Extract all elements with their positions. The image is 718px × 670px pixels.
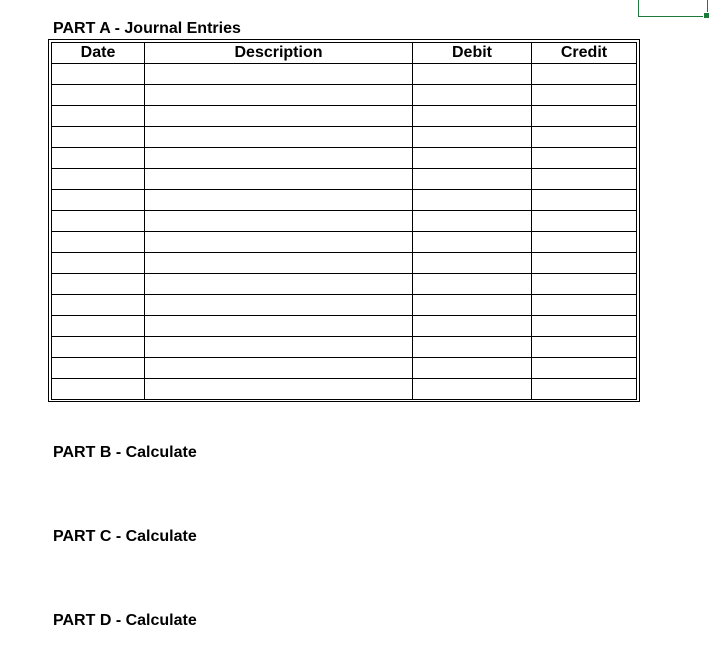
- debit-cell[interactable]: [413, 274, 532, 295]
- part-d-title: PART D - Calculate: [53, 612, 197, 629]
- table-row: [52, 148, 637, 169]
- part-c-title: PART C - Calculate: [53, 528, 197, 545]
- credit-cell[interactable]: [532, 274, 637, 295]
- selected-cell-outline[interactable]: [638, 0, 708, 17]
- debit-cell[interactable]: [413, 64, 532, 85]
- credit-cell[interactable]: [532, 337, 637, 358]
- table-row: [52, 85, 637, 106]
- date-cell[interactable]: [52, 337, 145, 358]
- column-header-debit: Debit: [413, 43, 532, 64]
- date-cell[interactable]: [52, 190, 145, 211]
- date-cell[interactable]: [52, 274, 145, 295]
- debit-cell[interactable]: [413, 211, 532, 232]
- table-row: [52, 64, 637, 85]
- description-cell[interactable]: [145, 232, 413, 253]
- date-cell[interactable]: [52, 211, 145, 232]
- date-cell[interactable]: [52, 127, 145, 148]
- table-header-row: [52, 43, 637, 64]
- description-cell[interactable]: [145, 85, 413, 106]
- column-header-credit: Credit: [532, 43, 637, 64]
- date-cell[interactable]: [52, 169, 145, 190]
- description-cell[interactable]: [145, 169, 413, 190]
- journal-rows: [52, 64, 637, 400]
- credit-cell[interactable]: [532, 106, 637, 127]
- description-cell[interactable]: [145, 148, 413, 169]
- table-row: [52, 379, 637, 400]
- journal-entries-table: [48, 39, 640, 402]
- description-cell[interactable]: [145, 64, 413, 85]
- part-b-title: PART B - Calculate: [53, 444, 197, 461]
- fill-handle[interactable]: [703, 12, 710, 19]
- debit-cell[interactable]: [413, 337, 532, 358]
- credit-cell[interactable]: [532, 295, 637, 316]
- description-cell[interactable]: [145, 379, 413, 400]
- debit-cell[interactable]: [413, 253, 532, 274]
- table-row: [52, 295, 637, 316]
- table-row: [52, 169, 637, 190]
- description-cell[interactable]: [145, 274, 413, 295]
- description-cell[interactable]: [145, 211, 413, 232]
- description-cell[interactable]: [145, 106, 413, 127]
- column-header-date: Date: [52, 43, 145, 64]
- table-row: [52, 211, 637, 232]
- debit-cell[interactable]: [413, 379, 532, 400]
- table-row: [52, 253, 637, 274]
- debit-cell[interactable]: [413, 232, 532, 253]
- date-cell[interactable]: [52, 106, 145, 127]
- date-cell[interactable]: [52, 295, 145, 316]
- description-cell[interactable]: [145, 295, 413, 316]
- credit-cell[interactable]: [532, 85, 637, 106]
- credit-cell[interactable]: [532, 127, 637, 148]
- table-row: [52, 274, 637, 295]
- description-cell[interactable]: [145, 253, 413, 274]
- table-row: [52, 106, 637, 127]
- table-row: [52, 127, 637, 148]
- credit-cell[interactable]: [532, 232, 637, 253]
- table-row: [52, 337, 637, 358]
- date-cell[interactable]: [52, 85, 145, 106]
- debit-cell[interactable]: [413, 190, 532, 211]
- credit-cell[interactable]: [532, 379, 637, 400]
- credit-cell[interactable]: [532, 148, 637, 169]
- date-cell[interactable]: [52, 148, 145, 169]
- debit-cell[interactable]: [413, 127, 532, 148]
- description-cell[interactable]: [145, 316, 413, 337]
- credit-cell[interactable]: [532, 316, 637, 337]
- credit-cell[interactable]: [532, 64, 637, 85]
- credit-cell[interactable]: [532, 169, 637, 190]
- part-a-title: PART A - Journal Entries: [53, 20, 241, 37]
- table-row: [52, 190, 637, 211]
- debit-cell[interactable]: [413, 148, 532, 169]
- credit-cell[interactable]: [532, 190, 637, 211]
- debit-cell[interactable]: [413, 106, 532, 127]
- table-row: [52, 316, 637, 337]
- debit-cell[interactable]: [413, 295, 532, 316]
- date-cell[interactable]: [52, 358, 145, 379]
- date-cell[interactable]: [52, 64, 145, 85]
- table-row: [52, 232, 637, 253]
- debit-cell[interactable]: [413, 85, 532, 106]
- description-cell[interactable]: [145, 358, 413, 379]
- debit-cell[interactable]: [413, 358, 532, 379]
- description-cell[interactable]: [145, 190, 413, 211]
- column-header-description: Description: [145, 43, 413, 64]
- credit-cell[interactable]: [532, 253, 637, 274]
- debit-cell[interactable]: [413, 169, 532, 190]
- table-row: [52, 358, 637, 379]
- description-cell[interactable]: [145, 127, 413, 148]
- credit-cell[interactable]: [532, 358, 637, 379]
- description-cell[interactable]: [145, 337, 413, 358]
- date-cell[interactable]: [52, 379, 145, 400]
- date-cell[interactable]: [52, 232, 145, 253]
- debit-cell[interactable]: [413, 316, 532, 337]
- credit-cell[interactable]: [532, 211, 637, 232]
- date-cell[interactable]: [52, 316, 145, 337]
- date-cell[interactable]: [52, 253, 145, 274]
